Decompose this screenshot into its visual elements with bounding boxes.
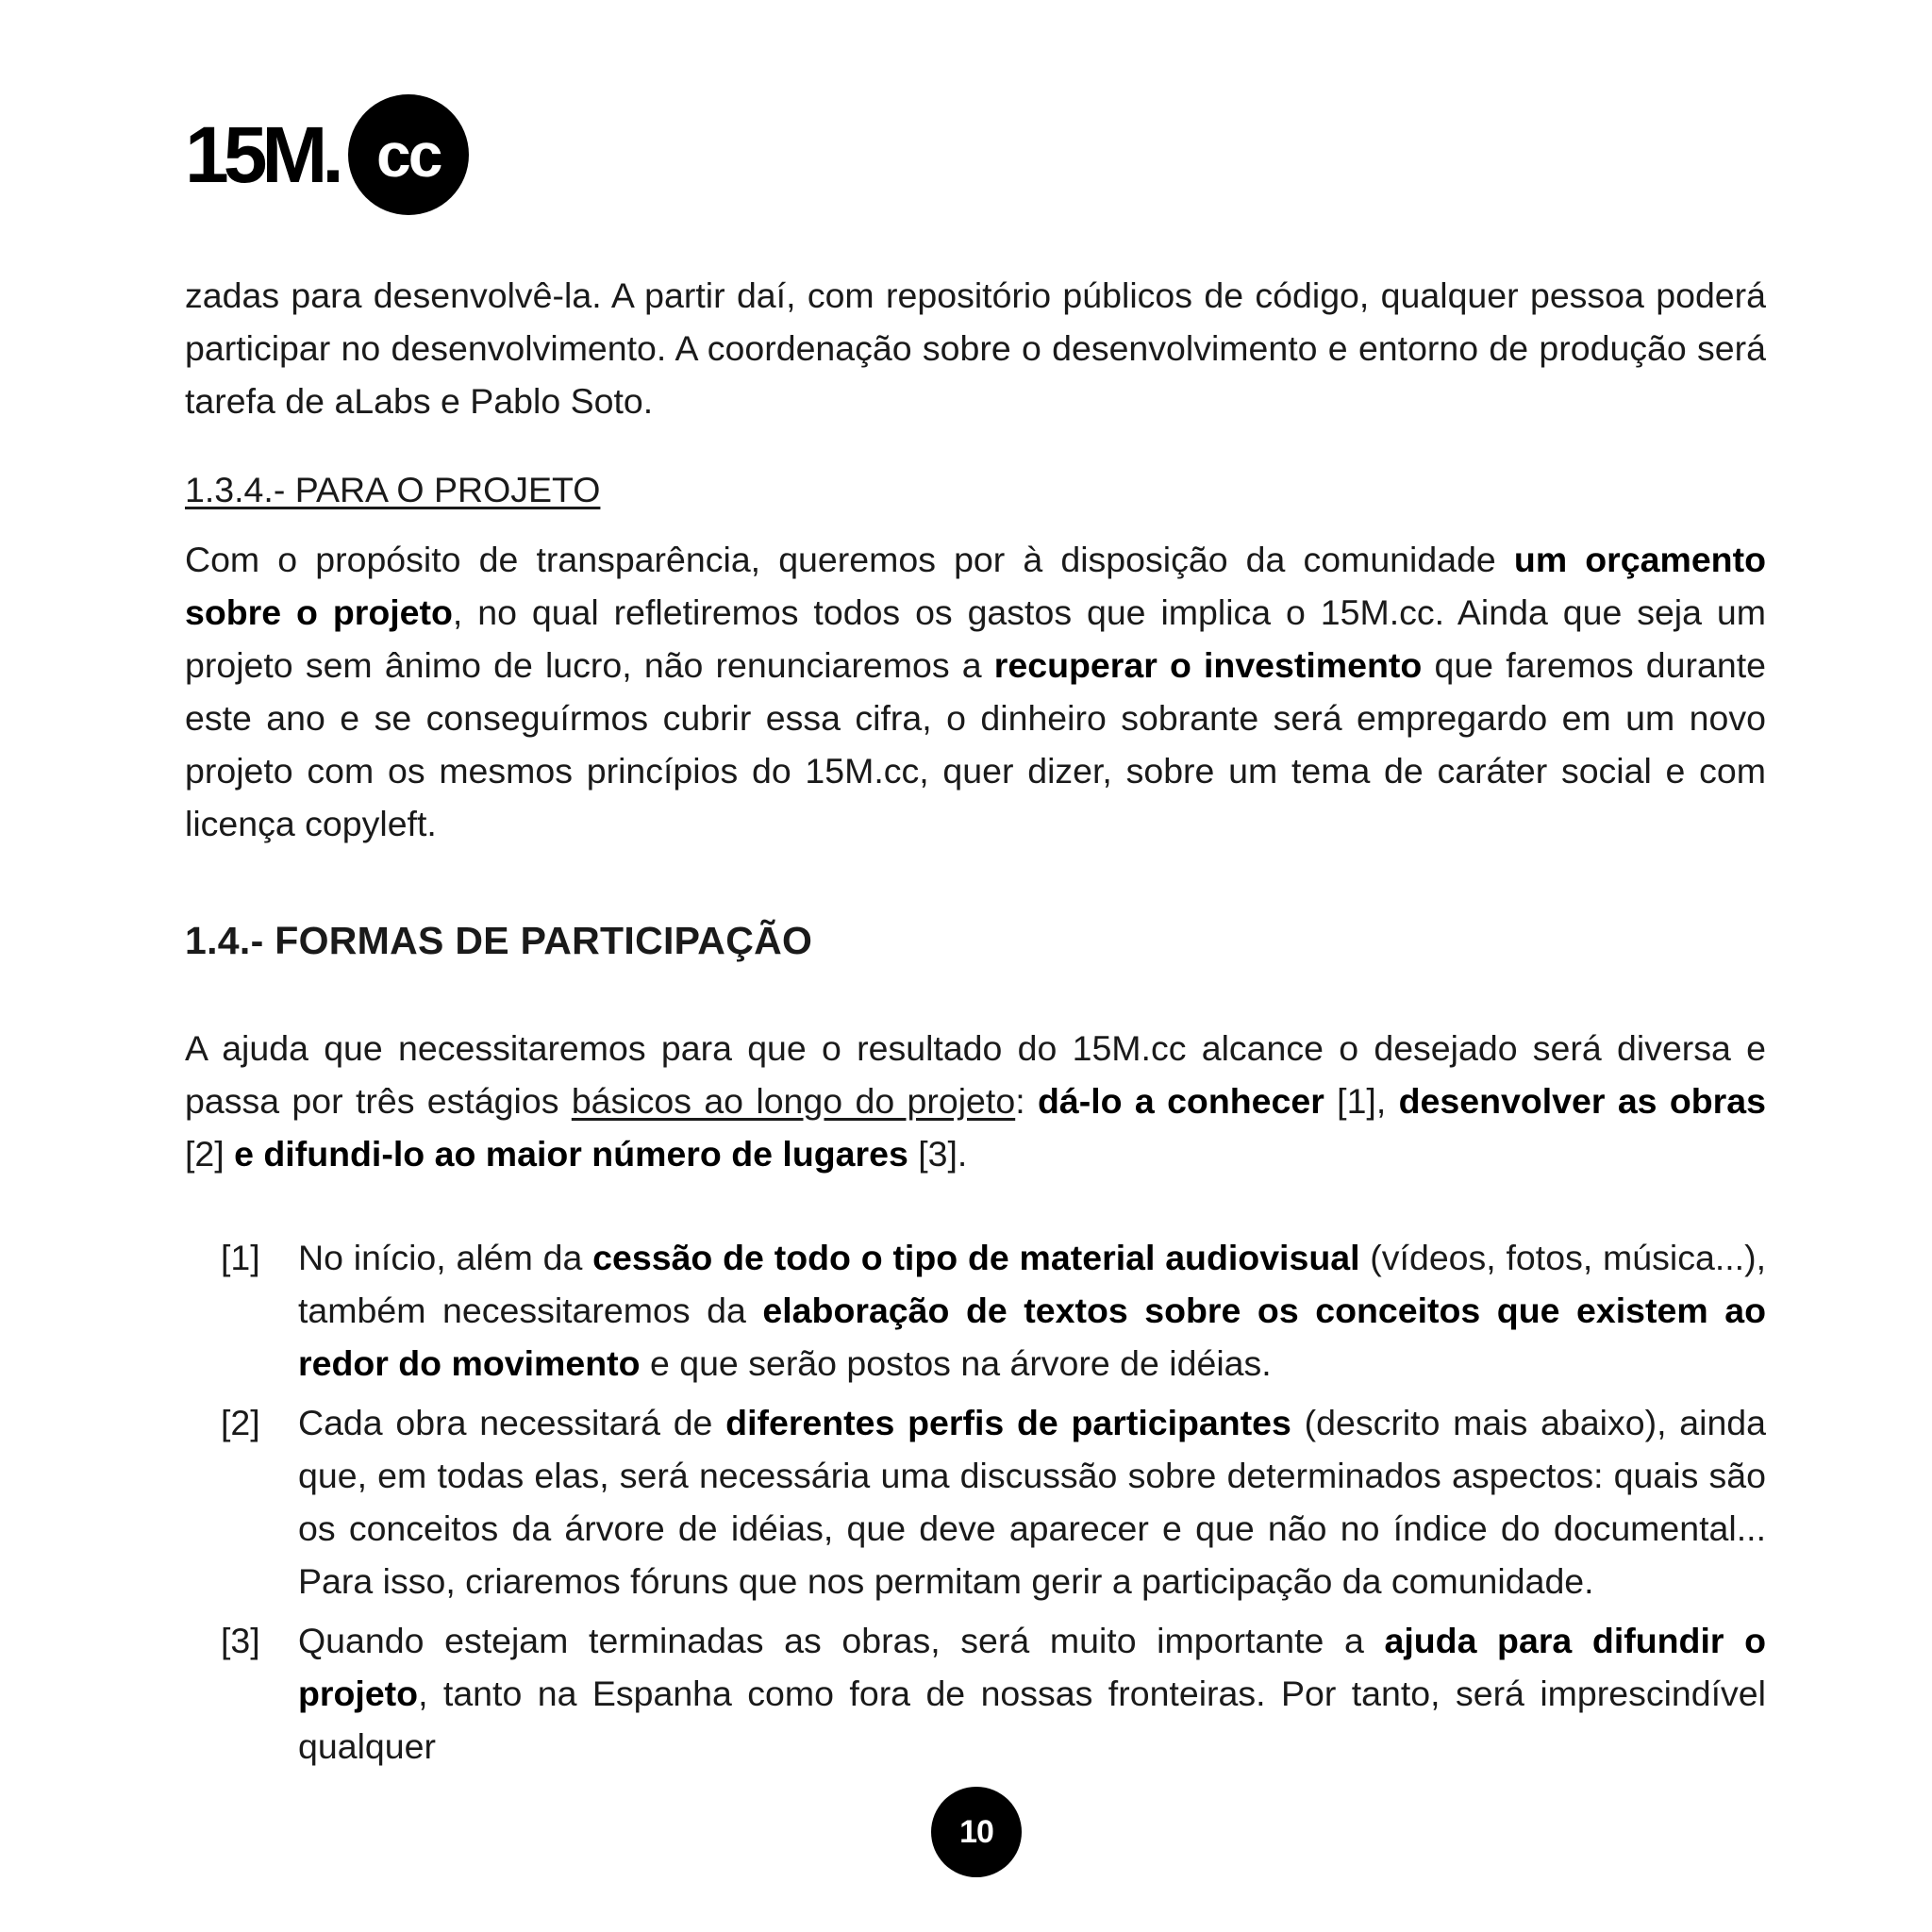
bold-text: elaboração de textos sobre os conceitos que existem ao redor do movimento: [298, 1291, 1766, 1383]
text-run: :: [1015, 1081, 1038, 1121]
text-run: Cada obra necessitará de: [298, 1403, 726, 1442]
text-run: [2]: [185, 1134, 235, 1174]
logo-circle: cc: [348, 94, 469, 215]
document-body: [185, 269, 1766, 1779]
bold-text: ajuda para difundir o projeto: [298, 1621, 1766, 1713]
list-item-text: [298, 1231, 1766, 1390]
list-item-text: [298, 1614, 1766, 1773]
text-run: (descrito mais abaixo), ainda que, em todas elas, será necessária uma discussão sobre determinados aspectos: quais são os conceitos da árvore de idéias, que deve aparecer e que não no índice do documental... Para isso, criaremos fóruns que nos permitam gerir a participação da comunidade.: [298, 1403, 1767, 1601]
numbered-list: [185, 1231, 1766, 1773]
bold-text: e difundi-lo ao maior número de lugares: [234, 1134, 908, 1174]
paragraph: [185, 1022, 1766, 1180]
text-run: Quando estejam terminadas as obras, será muito importante a: [298, 1621, 1385, 1660]
text-run: No início, além da: [298, 1238, 593, 1277]
text-run: , no qual refletiremos todos os gastos que implica o 15M.cc. Ainda que seja um projeto sem ânimo de lucro, não renunciaremos a: [185, 592, 1766, 685]
bold-text: cessão de todo o tipo de material audiovisual: [592, 1238, 1360, 1277]
list-item-text: [298, 1396, 1766, 1607]
bold-text: diferentes perfis de participantes: [725, 1403, 1291, 1442]
text-run: , tanto na Espanha como fora de nossas fronteiras. Por tanto, será imprescindível qualquer: [298, 1674, 1766, 1766]
text-run: [3].: [908, 1134, 968, 1174]
bold-text: dá-lo a conhecer: [1037, 1081, 1324, 1121]
underlined-text: básicos ao longo do projeto: [571, 1081, 1016, 1121]
text-run: (vídeos, fotos, música...), também necessitaremos da: [298, 1238, 1766, 1330]
logo-text: 15M.: [185, 110, 339, 199]
list-item: [185, 1231, 1766, 1390]
page-number: 10: [931, 1787, 1022, 1877]
list-item: [185, 1614, 1766, 1773]
list-number: [3]: [221, 1621, 260, 1660]
list-number: [2]: [221, 1403, 260, 1442]
paragraph: [185, 533, 1766, 850]
text-run: [1],: [1324, 1081, 1399, 1121]
list-number: [1]: [221, 1238, 260, 1277]
section-title: 1.4.- FORMAS DE PARTICIPAÇÃO: [185, 919, 813, 962]
text-run: e que serão postos na árvore de idéias.: [640, 1343, 1272, 1383]
bold-text: recuperar o investimento: [993, 645, 1423, 685]
text-run: A ajuda que necessitaremos para que o resultado do 15M.cc alcance o desejado será diversa e passa por três estágios: [185, 1028, 1766, 1121]
text-run: Com o propósito de transparência, queremos por à disposição da comunidade: [185, 540, 1514, 579]
list-item: [185, 1396, 1766, 1607]
text-run: que faremos durante este ano e se conseguírmos cubrir essa cifra, o dinheiro sobrante será empregardo em um novo projeto com os mesmos princípios do 15M.cc, quer dizer, sobre um tema de caráter social e com licença copyleft.: [185, 645, 1766, 843]
logo: [185, 94, 469, 215]
bold-text: um orçamento sobre o projeto: [185, 540, 1766, 632]
bold-text: desenvolver as obras: [1398, 1081, 1766, 1121]
paragraph: zadas para desenvolvê-la. A partir daí, com repositório públicos de código, qualquer pessoa poderá participar no desenvolvimento. A coordenação sobre o desenvolvimento e entorno de produção será tarefa de aLabs e Pablo Soto.: [185, 275, 1766, 421]
subheading: 1.3.4.- PARA O PROJETO: [185, 470, 601, 509]
